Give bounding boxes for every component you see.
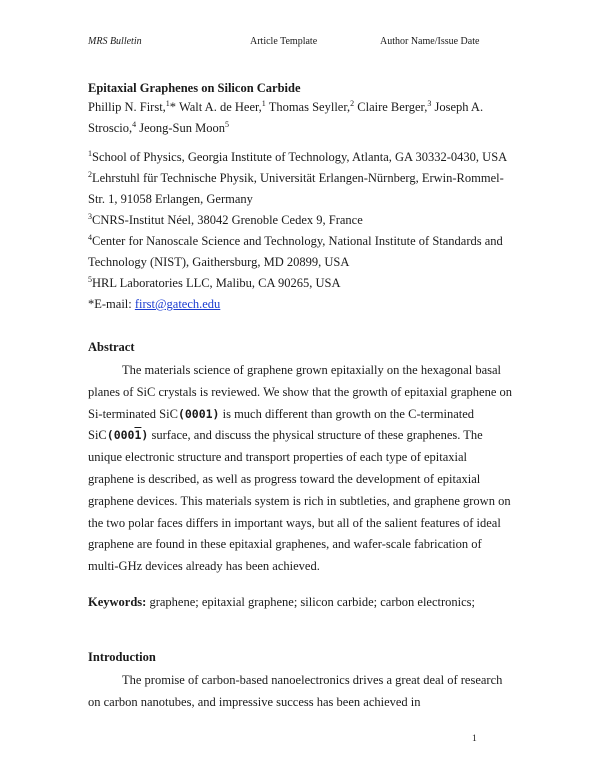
crystal-face-si: (0001) [177,406,220,421]
affiliation-mark: 4 [88,232,92,242]
introduction-text: The promise of carbon-based nanoelectronics drives a great deal of research on carbon nanotubes, and impressive success has been achieved in [88,672,503,709]
author-affiliation-mark: 1 [261,98,266,108]
crystal-face-c-bar: 1 [134,428,142,443]
crystal-face-c [107,428,149,442]
affiliation-mark: 1 [88,148,92,158]
abstract-text-part1: The materials science of graphene grown epitaxially on the hexagonal basal planes of SiC crystals is reviewed. We show that the growth of epitaxial graphene on Si-terminated SiC [88,363,513,421]
running-header-author-issue: Author Name/Issue Date [380,36,480,47]
article-title: Epitaxial Graphenes on Silicon Carbide [88,81,301,95]
affiliation-item [88,273,514,294]
keywords-text: graphene; epitaxial graphene; silicon carbide; carbon electronics; [146,594,476,609]
affiliation-text: Lehrstuhl für Technische Physik, Universität Erlangen-Nürnberg, Erwin-Rommel-Str. 1, 91058 Erlangen, Germany [88,171,504,206]
abstract-heading: Abstract [88,340,135,354]
author-affiliation-mark: 3 [427,98,432,108]
page-number: 1 [472,734,477,744]
author-name: Walt A. de Heer, [178,100,262,114]
affiliation-text: HRL Laboratories LLC, Malibu, CA 90265, USA [92,276,341,290]
article-body [88,80,514,714]
corresponding-email [88,294,514,315]
running-header-journal: MRS Bulletin [88,36,142,47]
author-name: Phillip N. First, [88,100,166,114]
email-label: *E-mail: [88,297,135,311]
keywords-label: Keywords: [88,594,147,609]
abstract-text-part3: surface, and discuss the physical structure of these graphenes. The unique electronic structure and transport properties of each type of epitaxial graphene is described, as well as progress toward the development of epitaxial graphene devices. This materials system is rich in subtleties, and graphene grown on the two polar faces differs in important ways, but all of the salient features of ideal graphene are found in these epitaxial graphenes, and wafer-scale fabrication of multi-GHz devices already has been achieved. [88,428,511,574]
affiliation-text: Center for Nanoscale Science and Technology, National Institute of Standards and Technology (NIST), Gaithersburg, MD 20899, USA [88,234,503,269]
author-name: Thomas Seyller, [268,100,351,114]
crystal-face-c-post: ) [141,428,149,443]
affiliation-text: School of Physics, Georgia Institute of Technology, Atlanta, GA 30332-0430, USA [92,150,508,164]
affiliation-mark: 5 [88,274,92,284]
author-name: Joseph A. Stroscio, [88,100,484,135]
author-name: Jeong-Sun Moon [139,121,226,135]
author-affiliation-mark: 5 [225,119,230,129]
affiliation-mark: 3 [88,211,92,221]
email-link[interactable]: first@gatech.edu [134,297,221,311]
author-affiliation-mark: 4 [132,119,137,129]
crystal-face-c-pre: (000 [106,428,135,443]
affiliation-item [88,231,514,273]
author-affiliation-mark: 1 [165,98,170,108]
author-name: Claire Berger, [357,100,428,114]
introduction-heading: Introduction [88,649,156,664]
abstract-text-part2: is much different than growth on the C-terminated SiC [88,406,475,443]
affiliation-list [88,147,514,294]
running-header-template: Article Template [250,36,318,47]
author-separator: * [169,100,179,114]
affiliation-item [88,168,514,210]
author-list [88,97,514,139]
affiliation-mark: 2 [88,169,92,179]
keywords-line [88,594,514,611]
author-affiliation-mark: 2 [350,98,355,108]
abstract-text [88,360,514,578]
affiliation-item [88,210,514,231]
affiliation-text: CNRS-Institut Néel, 38042 Grenoble Cedex 9, France [92,213,363,227]
affiliation-item [88,147,514,168]
